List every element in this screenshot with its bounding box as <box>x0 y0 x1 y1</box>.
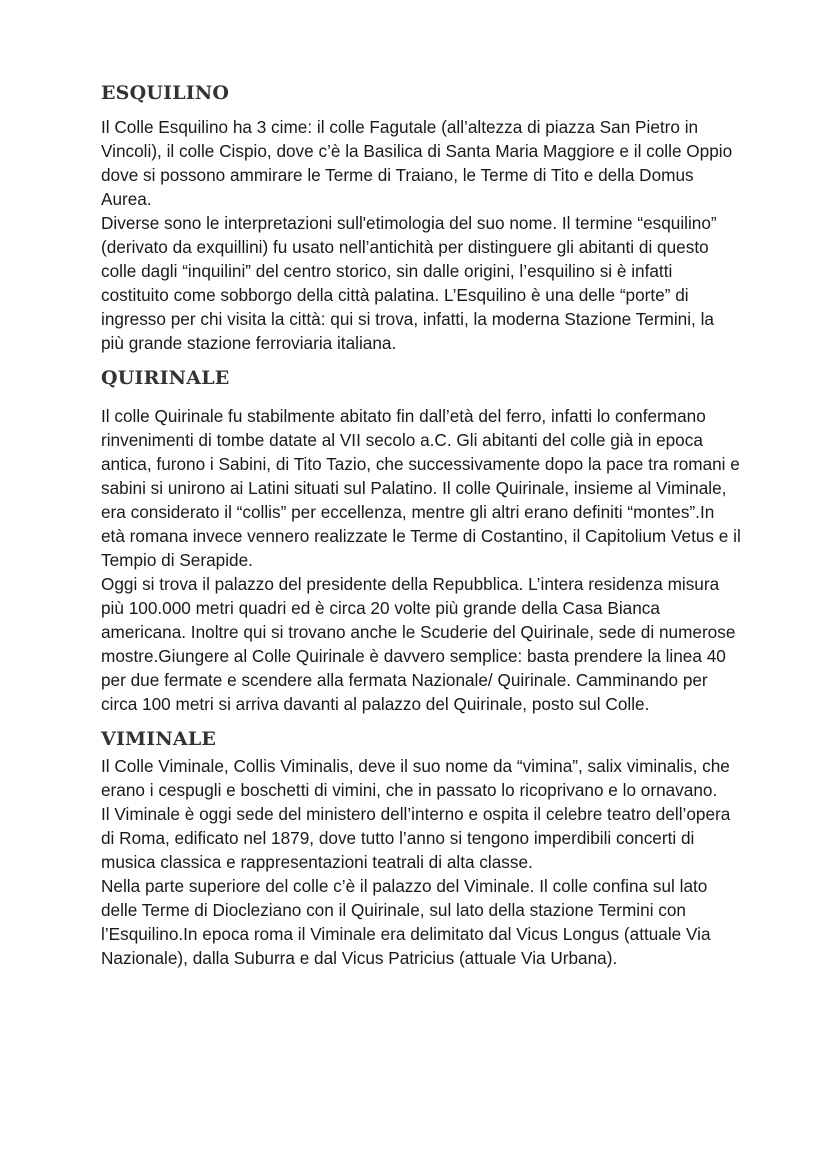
paragraph: Il colle Quirinale fu stabilmente abitato fin dall’età del ferro, infatti lo confermano rinvenimenti di tombe datate al VII secolo a.C. Gli abitanti del colle già in epoca antica, furono i Sabini, di Tito Tazio, che successivamente dopo la pace tra romani e sabini si unirono ai Latini situati sul Palatino. Il colle Quirinale, insieme al Viminale, era considerato il “collis” per eccellenza, mentre gli altri erano definiti “montes”.In età romana invece vennero realizzate le Terme di Costantino, il Capitolium Vetus e il Tempio di Serapide. <box>101 406 741 570</box>
paragraph: Il Colle Esquilino ha 3 cime: il colle Fagutale (all’altezza di piazza San Pietro in Vincoli), il colle Cispio, dove c’è la Basilica di Santa Maria Maggiore e il colle Oppio dove si possono ammirare le Terme di Traiano, le Terme di Tito e della Domus Aurea. <box>101 117 733 209</box>
paragraph: Il Colle Viminale, Collis Viminalis, deve il suo nome da “vimina”, salix viminalis, che erano i cespugli e boschetti di vimini, che in passato lo ricoprivano e lo ornavano. <box>101 756 730 800</box>
heading-esquilino: ESQUILINO <box>101 82 230 104</box>
section-esquilino <box>101 80 741 355</box>
paragraph: Diverse sono le interpretazioni sull'etimologia del suo nome. Il termine “esquilino” (derivato da exquillini) fu usato nell’antichità per distinguere gli abitanti di questo colle dagli “inquilini” del centro storico, sin dalle origini, l’esquilino si è infatti costituito come sobborgo della città palatina. L’Esquilino è una delle “porte” di ingresso per chi visita la città: qui si trova, infatti, la moderna Stazione Termini, la più grande stazione ferroviaria italiana. <box>101 213 717 353</box>
heading-quirinale: QUIRINALE <box>101 367 230 389</box>
paragraph: Il Viminale è oggi sede del ministero dell’interno e ospita il celebre teatro dell’opera di Roma, edificato nel 1879, dove tutto l’anno si tengono imperdibili concerti di musica classica e rappresentazioni teatrali di alta classe. <box>101 804 731 872</box>
document-content <box>101 80 741 970</box>
section-viminale <box>101 726 741 970</box>
section-quirinale <box>101 365 741 716</box>
heading-viminale: VIMINALE <box>101 728 217 750</box>
paragraph: Nella parte superiore del colle c’è il palazzo del Viminale. Il colle confina sul lato delle Terme di Diocleziano con il Quirinale, sul lato della stazione Termini con l’Esquilino.In epoca roma il Viminale era delimitato dal Vicus Longus (attuale Via Nazionale), dalla Suburra e dal Vicus Patricius (attuale Via Urbana). <box>101 876 711 968</box>
paragraph: Oggi si trova il palazzo del presidente della Repubblica. L’intera residenza misura più 100.000 metri quadri ed è circa 20 volte più grande della Casa Bianca americana. Inoltre qui si trovano anche le Scuderie del Quirinale, sede di numerose mostre.Giungere al Colle Quirinale è davvero semplice: basta prendere la linea 40 per due fermate e scendere alla fermata Nazionale/ Quirinale. Camminando per circa 100 metri si arriva davanti al palazzo del Quirinale, posto sul Colle. <box>101 574 736 714</box>
